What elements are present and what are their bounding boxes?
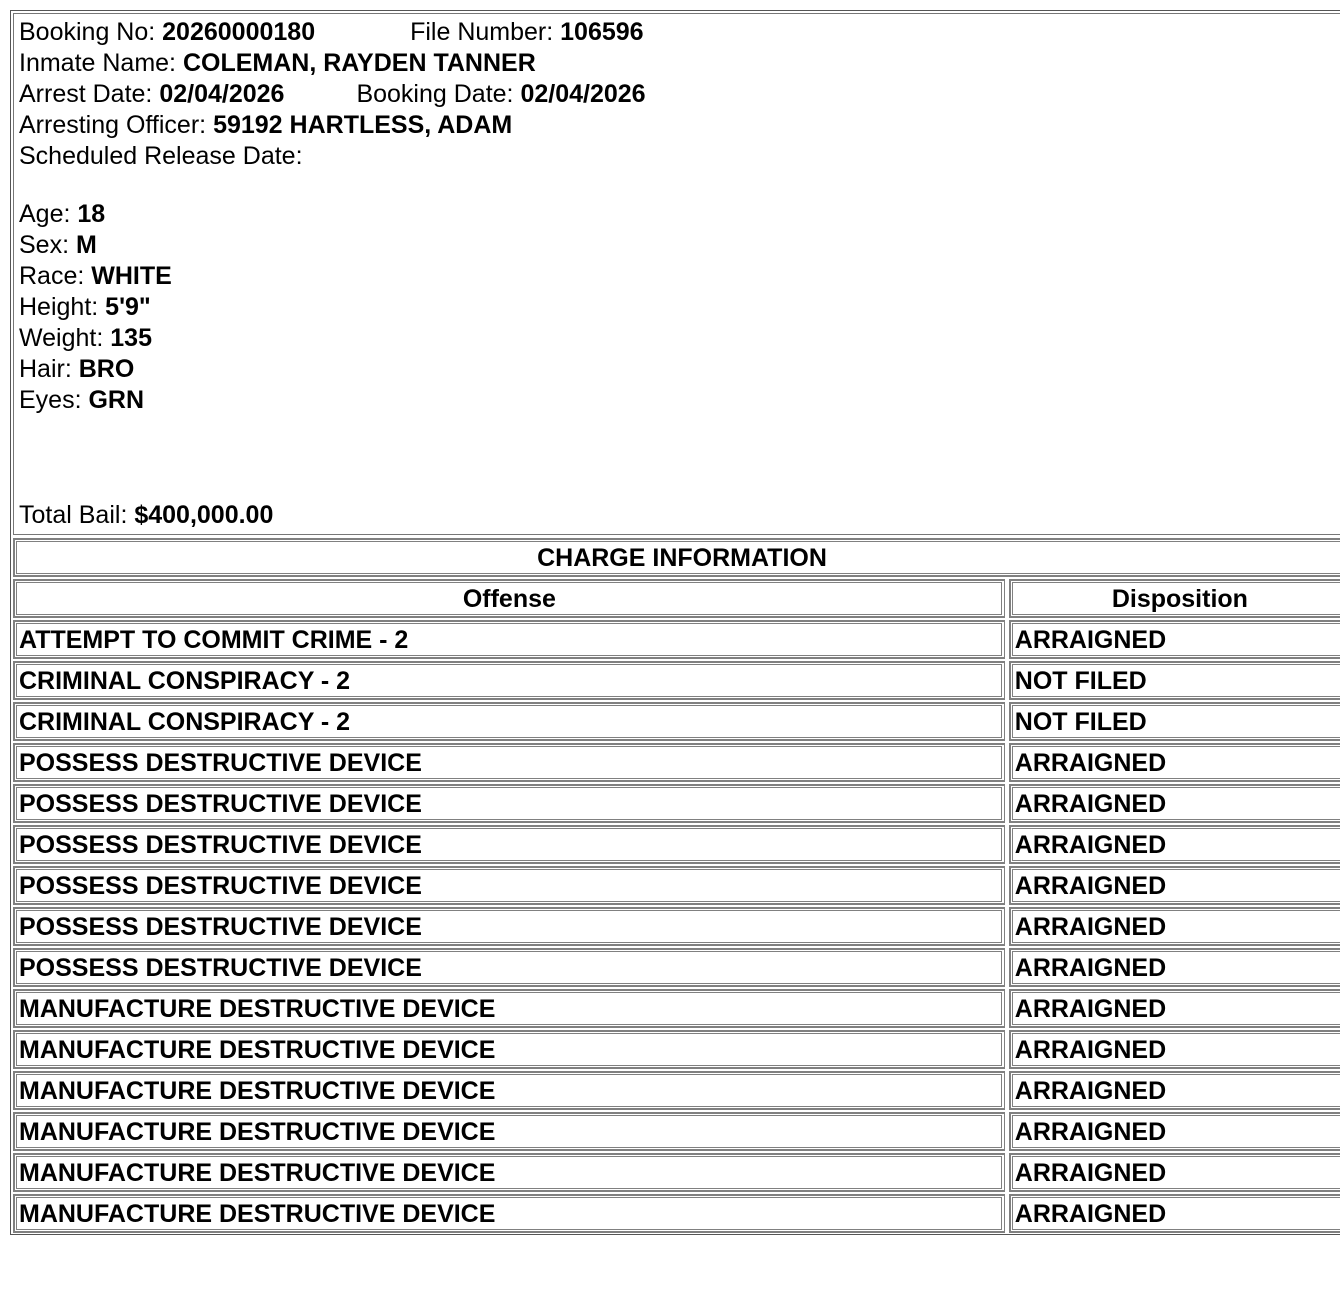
- inmate-name-value: COLEMAN, RAYDEN TANNER: [182, 49, 536, 77]
- arresting-officer-line: [19, 110, 1340, 141]
- booking-line: [19, 17, 1340, 48]
- disposition-cell: NOT FILED: [1009, 661, 1340, 700]
- charge-row: [13, 948, 1340, 989]
- hair-value: BRO: [78, 355, 135, 383]
- inmate-name-label: Inmate Name:: [19, 49, 177, 77]
- charge-row: [13, 1194, 1340, 1235]
- height-line: [19, 292, 1340, 323]
- offense-cell: POSSESS DESTRUCTIVE DEVICE: [13, 784, 1005, 823]
- charge-title-row: [13, 538, 1340, 579]
- offense-cell: CRIMINAL CONSPIRACY - 2: [13, 661, 1005, 700]
- disposition-cell: ARRAIGNED: [1009, 743, 1340, 782]
- charge-table: [13, 538, 1340, 1235]
- disposition-cell: ARRAIGNED: [1009, 907, 1340, 946]
- eyes-label: Eyes:: [19, 386, 82, 414]
- hair-label: Hair:: [19, 355, 72, 383]
- charge-information-title: CHARGE INFORMATION: [13, 538, 1340, 577]
- offense-cell: MANUFACTURE DESTRUCTIVE DEVICE: [13, 1153, 1005, 1192]
- disposition-cell: NOT FILED: [1009, 702, 1340, 741]
- arresting-officer-value: 59192 HARTLESS, ADAM: [213, 111, 513, 139]
- file-number-label: File Number:: [410, 18, 554, 46]
- disposition-cell: ARRAIGNED: [1009, 866, 1340, 905]
- charge-row: [13, 866, 1340, 907]
- sex-label: Sex:: [19, 231, 70, 259]
- offense-cell: MANUFACTURE DESTRUCTIVE DEVICE: [13, 1112, 1005, 1151]
- disposition-cell: ARRAIGNED: [1009, 989, 1340, 1028]
- charge-row: [13, 784, 1340, 825]
- booking-date-label: Booking Date:: [356, 80, 514, 108]
- charge-row: [13, 825, 1340, 866]
- offense-column-header: Offense: [13, 579, 1005, 618]
- file-number-value: 106596: [560, 18, 644, 46]
- offense-cell: POSSESS DESTRUCTIVE DEVICE: [13, 866, 1005, 905]
- age-value: 18: [77, 200, 106, 228]
- total-bail-value: $400,000.00: [134, 501, 274, 529]
- weight-line: [19, 323, 1340, 354]
- eyes-line: [19, 385, 1340, 416]
- booking-no-value: 20260000180: [162, 18, 316, 46]
- arrest-date-label: Arrest Date:: [19, 80, 153, 108]
- offense-cell: POSSESS DESTRUCTIVE DEVICE: [13, 907, 1005, 946]
- sex-value: M: [75, 231, 97, 259]
- charge-row: [13, 989, 1340, 1030]
- disposition-cell: ARRAIGNED: [1009, 1194, 1340, 1233]
- race-label: Race:: [19, 262, 85, 290]
- arresting-officer-label: Arresting Officer:: [19, 111, 207, 139]
- height-value: 5'9": [105, 293, 151, 321]
- offense-cell: POSSESS DESTRUCTIVE DEVICE: [13, 743, 1005, 782]
- total-bail-line: [19, 500, 273, 531]
- offense-cell: CRIMINAL CONSPIRACY - 2: [13, 702, 1005, 741]
- disposition-cell: ARRAIGNED: [1009, 784, 1340, 823]
- charge-row: [13, 702, 1340, 743]
- inmate-info-panel: [13, 13, 1340, 535]
- offense-cell: ATTEMPT TO COMMIT CRIME - 2: [13, 620, 1005, 659]
- total-bail-label: Total Bail:: [19, 501, 128, 529]
- eyes-value: GRN: [88, 386, 145, 414]
- scheduled-release-label: Scheduled Release Date:: [19, 142, 303, 170]
- booking-date-value: 02/04/2026: [520, 80, 646, 108]
- disposition-cell: ARRAIGNED: [1009, 1030, 1340, 1069]
- charge-row: [13, 661, 1340, 702]
- hair-line: [19, 354, 1340, 385]
- charge-row: [13, 743, 1340, 784]
- booking-no-label: Booking No:: [19, 18, 156, 46]
- disposition-cell: ARRAIGNED: [1009, 1071, 1340, 1110]
- disposition-column-header: Disposition: [1009, 579, 1340, 618]
- disposition-cell: ARRAIGNED: [1009, 948, 1340, 987]
- offense-cell: MANUFACTURE DESTRUCTIVE DEVICE: [13, 1030, 1005, 1069]
- charge-row: [13, 620, 1340, 661]
- booking-record-table: [10, 10, 1340, 1235]
- offense-cell: MANUFACTURE DESTRUCTIVE DEVICE: [13, 1071, 1005, 1110]
- weight-label: Weight:: [19, 324, 104, 352]
- disposition-cell: ARRAIGNED: [1009, 1153, 1340, 1192]
- disposition-cell: ARRAIGNED: [1009, 620, 1340, 659]
- weight-value: 135: [110, 324, 152, 352]
- sex-line: [19, 230, 1340, 261]
- charge-row: [13, 1030, 1340, 1071]
- race-value: WHITE: [91, 262, 172, 290]
- disposition-cell: ARRAIGNED: [1009, 825, 1340, 864]
- age-label: Age:: [19, 200, 71, 228]
- arrest-date-value: 02/04/2026: [159, 80, 285, 108]
- charge-row: [13, 907, 1340, 948]
- offense-cell: MANUFACTURE DESTRUCTIVE DEVICE: [13, 1194, 1005, 1233]
- disposition-cell: ARRAIGNED: [1009, 1112, 1340, 1151]
- scheduled-release-line: [19, 141, 1340, 172]
- age-line: [19, 199, 1340, 230]
- offense-cell: POSSESS DESTRUCTIVE DEVICE: [13, 825, 1005, 864]
- charge-rows: [13, 620, 1340, 1235]
- height-label: Height:: [19, 293, 99, 321]
- dates-line: [19, 79, 1340, 110]
- inmate-name-line: [19, 48, 1340, 79]
- race-line: [19, 261, 1340, 292]
- charge-row: [13, 1112, 1340, 1153]
- offense-cell: POSSESS DESTRUCTIVE DEVICE: [13, 948, 1005, 987]
- offense-cell: MANUFACTURE DESTRUCTIVE DEVICE: [13, 989, 1005, 1028]
- charge-row: [13, 1153, 1340, 1194]
- charge-header-row: [13, 579, 1340, 620]
- charge-row: [13, 1071, 1340, 1112]
